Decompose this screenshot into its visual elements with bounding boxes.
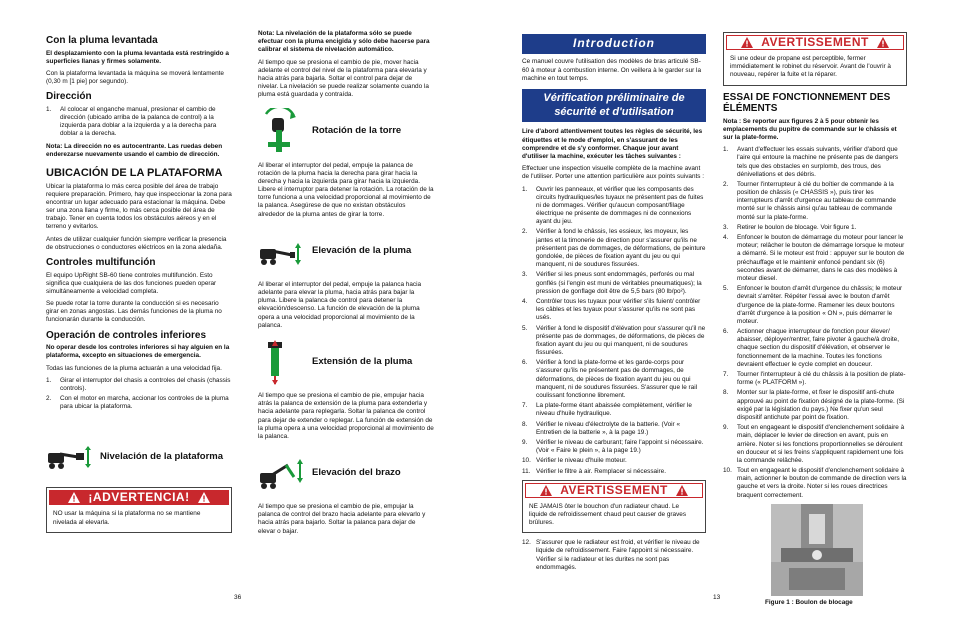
location-text-1: Ubicar la plataforma lo más cerca posible del área de trabajo requiere preparación. Primero, hay que inspeccionar la zona para encontrar un lugar adecuado para estacionar la máquina. Debe ser una zona llana y firme, lo más cerca posible del área de trabajo. Tener en cuenta todos los obstáculos aéreos y en el terreno y evitarlos. [46, 182, 232, 231]
turret-rotation-text: Al liberar el interruptor del pedal, empuje la palanca de rotación de la pluma hacia la derecha para girar hacia la derecha y hacia la izquierda para girar hacia la izquierda. Libere el interruptor para detener la rotación. La rotación de la torre funciona a una velocidad proporcional al movimiento de la palanca. Asegúrese de que no existan obstáculos alrededor de la pluma antes de girar la torre. [258, 161, 434, 218]
list-item-number: 5. [522, 324, 528, 332]
list-item [522, 271, 706, 296]
list-item-number: 7. [723, 371, 729, 378]
list-item-text: Retirer le boulon de blocage. Voir figure 1. [737, 223, 857, 231]
list-item-number: 10. [723, 467, 732, 475]
list-item-number: 8. [723, 389, 729, 397]
platform-level-icon [46, 433, 94, 481]
warning-triangle-icon [68, 492, 80, 503]
list-item-number: 3. [522, 271, 528, 279]
heading-steering: Dirección [46, 91, 92, 103]
warning-bar [726, 35, 904, 50]
list-item-text: Vérifier à fond la plate-forme et les garde-corps pour s'assurer qu'ils ne présentent pas de dommages, de déformations, de pièces de fixation ayant du jeu ou qui manquent, ni de soudures fissurées. S'assurer que le rail coulissant fonctionne librement. [536, 359, 698, 400]
list-item [522, 421, 706, 437]
warning-title: AVERTISSEMENT [761, 34, 869, 49]
platform-level-function [46, 433, 232, 481]
warning-text: NE JAMAIS ôter le bouchon d'un radiateur chaud. Le liquide de refroidissement chaud peut causer de graves brûlures. [529, 502, 687, 527]
leveling-note: Nota: La nivelación de la plataforma sólo se puede efectuar con la pluma encigida y sólo debe hacerse para calibrar el sistema de nivelación automático. [258, 30, 430, 54]
verification-banner: Vérification préliminaire de sécurité et d'utilisation [522, 89, 706, 123]
arm-lift-icon [258, 449, 306, 497]
list-item-text: Vérifier si les pneus sont endommagés, perforés ou mal gonflés (si l'engin est muni de véritables pneumatiques); la pression de gonflage doit être de 5,5 bars (80 lb/po²). [536, 271, 702, 295]
warning-bar [49, 490, 229, 505]
list-item [522, 298, 706, 323]
platform-level-label: Nivelación de la plataforma [100, 451, 224, 463]
list-item [522, 359, 706, 400]
verification-list-continued [522, 539, 706, 572]
warning-title: AVERTISSEMENT [560, 482, 668, 497]
warning-box-radiator [522, 480, 706, 534]
list-item-number: 1. [723, 146, 729, 154]
list-item [723, 424, 907, 465]
list-item-text: S'assurer que le radiateur est froid, et vérifier le niveau de liquide de refroidissement. Faire l'appoint si nécessaire. Vérifier si le radiateur et les durites ne sont pas endommagés. [536, 539, 700, 571]
intro-text: Ce manuel couvre l'utilisation des modèles de bras articulé SB-60 à moteur à combustion interne. On veillera à le garder sur la machine en tout temps. [522, 58, 702, 82]
boom-extend-label: Extensión de la pluma [312, 355, 413, 367]
list-item [723, 467, 907, 500]
list-item-text: Vérifier à fond le dispositif d'élévation pour s'assurer qu'il ne présente pas de dommages, de déformations, de pièces de fixation ayant du jeu ou qui manquent, ni de soudures fissurées. [536, 324, 706, 357]
list-item-text: Vérifier le niveau de carburant; faire l'appoint si nécessaire. (Voir « Faire le plein », à la page 19.) [536, 438, 704, 455]
list-item-text: Monter sur la plate-forme, et fixer le dispositif anti-chute approuvé au point de fixation désigné de la plate-forme. (Si exigé par la législation du pays.) Ne fixer qu'un seul dispositif antichute par point de fixation. [737, 389, 905, 421]
list-item [723, 181, 907, 222]
warning-box-es [46, 487, 232, 532]
boom-lift-icon [258, 227, 306, 275]
multifunction-text-1: El equipo UpRight SB-60 tiene controles multifunción. Esto significa que cualquiera de las dos funciones pueden operar simultáneamente a velocidad completa. [46, 271, 217, 295]
function-test-note: Nota : Se reporter aux figures 2 à 5 pour obtenir les emplacements du pupitre de commande sur le châssis et sur la plate-forme. [723, 117, 897, 141]
lower-controls-warning-text: No operar desde los controles inferiores si hay alguien en la plataforma, excepto en situaciones de emergencia. [46, 344, 230, 360]
lower-controls-list [46, 377, 232, 412]
list-item-number: 11. [522, 467, 531, 475]
list-item [723, 371, 907, 387]
list-item-number: 6. [723, 328, 729, 336]
heading-multifunction: Controles multifunción [46, 257, 156, 269]
list-item-number: 9. [723, 424, 729, 432]
list-item-text: Vérifier le filtre à air. Remplacer si nécessaire. [536, 467, 666, 475]
heading-lower-controls: Operación de controles inferiores [46, 329, 207, 341]
warning-box-propane [723, 32, 907, 86]
warning-title: ¡ADVERTENCIA! [88, 490, 190, 505]
steering-note: Nota: La dirección no es autocentrante. Las ruedas deben enderezarse nuevamente usando el cambio de dirección. [46, 142, 223, 158]
list-item-text: Vérifier le niveau d'électrolyte de la batterie. (Voir « Entretien de la batterie », à la page 19.) [536, 420, 681, 436]
list-item-number: 4. [723, 234, 729, 241]
arm-lift-text: Al tiempo que se presiona el cambio de pie, empujar la palanca de control del brazo hacia adelante para elevarlo y hacia atrás para bajarlo. Soltar la palanca para dejar de elevar o bajar. [258, 503, 426, 535]
list-item-text: Actionner chaque interrupteur de fonction pour élever/ abaisser, déployer/rentrer, faire pivoter à gauche/à droite, chaque section du dispositif d'élévation, et observer le fonctionnement de la machine. Toutes les fonctions devraient effectuer le cycle complet en douceur. [737, 328, 899, 368]
intro-banner: Introduction [522, 34, 706, 54]
verification-text: Effectuer une inspection visuelle complète de la machine avant de l'utiliser. Porter une attention particulière aux points suivants : [522, 165, 705, 181]
turret-rotation-icon [258, 108, 306, 156]
lower-controls-text: Todas las funciones de la pluma actuarán a una velocidad fija. [46, 364, 222, 372]
warning-bar [525, 483, 703, 498]
list-item-text: Tout en engageant le dispositif d'enclenchement solidaire à main, déplacer le levier de direction en avant, puis en arrière. Noter si les fonctions proportionnelles se déroulent en douceur et si les freins s'appliquent rapidement une fois la commande relâchée. [737, 424, 905, 464]
list-item-text: Tourner l'interrupteur à clé du boîtier de commande à la position de châssis (« CHASSIS »), puis tirer les interrupteurs d'arrêt d'urgence au tableau de commande monté sur le châssis ainsi qu'au tableau de commande monté sur la plate-forme. [737, 180, 897, 221]
arm-lift-label: Elevación del brazo [312, 466, 401, 478]
function-test-list [723, 146, 907, 500]
lifted-speed-text: Con la plataforma levantada la máquina se moverá lentamente (0,30 m [1 pie] por segundo). [46, 69, 224, 86]
boom-lift-function [258, 227, 434, 275]
list-item: 2. Con el motor en marcha, accionar los controles de la pluma para ubicar la plataforma. [46, 395, 229, 411]
list-item-number: 4. [522, 297, 528, 305]
warning-triangle-icon [877, 37, 889, 48]
arm-lift-function [258, 449, 434, 497]
list-item-text: Vérifier le niveau d'huile moteur. [536, 457, 627, 465]
page-number-left: 36 [234, 594, 242, 601]
boom-extend-text: Al tiempo que se presiona el cambio de pie, empujar hacia atrás la palanca de extensión de la pluma para extenderla y hacia adelante para replegarla. Soltar la palanca de control para dejar de extender o replegar. La función de extensión de la pluma opera a una velocidad proporcional al movimiento de la palanca. [258, 391, 434, 440]
list-item-number: 2. [522, 228, 528, 236]
list-item-number: 5. [723, 285, 729, 293]
list-item: 1. Girar el interruptor del chasis a controles del chasis (chassis controls). [46, 376, 231, 392]
lock-bolt-image [771, 504, 863, 596]
verification-list [522, 186, 706, 476]
warning-triangle-icon [676, 485, 688, 496]
steering-list [46, 106, 232, 139]
page-number-right: 13 [713, 594, 721, 601]
list-item [522, 228, 706, 269]
list-item-number: 12. [522, 539, 531, 547]
list-item-text: La plate-forme étant abaissée complètement, vérifier le niveau d'huile hydraulique. [536, 402, 692, 418]
list-item-number: 9. [522, 438, 528, 446]
column-french-right [723, 30, 907, 607]
multifunction-text-2: Se puede rotar la torre durante la conducción si es necesario girar en zonas angostas. Las demás funciones de la pluma no funcionarán durante la conducción. [46, 300, 222, 324]
list-item [522, 325, 706, 358]
list-item-text: Avant d'effectuer les essais suivants, vérifier d'abord que l'aire qui entoure la machine ne présente pas de dangers tels que des obstacles en surplomb, des trous, des dénivellations et des débris. [737, 146, 899, 178]
list-item [723, 146, 907, 179]
list-item [522, 439, 706, 455]
lifted-restriction-text: El desplazamiento con la pluma levantada está restringido a superficies llanas y firmes solamente. [46, 49, 229, 65]
warning-triangle-icon [198, 492, 210, 503]
list-item [723, 389, 907, 422]
list-item-number: 2. [723, 180, 729, 188]
list-item: 1. Al colocar el enganche manual, presionar el cambio de dirección (ubicado arriba de la palanca de control) a la izquierda para doblar a la izquierda y a la derecha para doblar a la derecha. [46, 105, 217, 138]
column-spanish-left [46, 30, 232, 539]
list-item [723, 328, 907, 369]
figure-caption: Figure 1 : Boulon de blocage [765, 598, 853, 606]
warning-triangle-icon [540, 485, 552, 496]
warning-text: NO usar la máquina si la plataforma no se mantiene nivelada al elevarla. [53, 510, 201, 526]
list-item-number: 6. [522, 359, 528, 367]
list-item-text: Tourner l'interrupteur à clé du châssis à la position de plate-forme (« PLATFORM »). [737, 371, 906, 387]
leveling-text: Al tiempo que se presiona el cambio de pie, mover hacia adelante el control del nivel de la plataforma para elevarla y hacia atrás para bajarla. Soltar el control para dejar de nivelar. La nivelación se puede realizar solamente cuando la pluma está guardada y contraída. [258, 58, 429, 99]
warning-triangle-icon [741, 37, 753, 48]
list-item [522, 457, 706, 465]
heading-platform-location: UBICACIÓN DE LA PLATAFORMA [46, 166, 223, 179]
lock-bolt-photo [771, 504, 863, 596]
boom-lift-text: Al liberar el interruptor del pedal, empuje la palanca hacia adelante para elevar la pluma, hacia atrás para bajar la pluma. Libere la palanca de control para detener la elevación/descenso. La función de elevación de la pluma opera a una velocidad proporcional al movimiento de la palanca. [258, 280, 422, 329]
heading-lifted-boom: Con la pluma levantada [46, 35, 158, 46]
list-item-text: Vérifier à fond le châssis, les essieux, les moyeux, les jantes et la timonerie de direction pour s'assurer qu'ils ne présentent pas de dommages, de déformations, de peinture gondolée, de pièces de fixation ayant du jeu ou qui manquent, ni de soudures fissurées. [536, 228, 706, 269]
list-item [723, 224, 907, 232]
turret-rotation-label: Rotación de la torre [312, 125, 402, 137]
list-item-number: 8. [522, 420, 528, 428]
column-spanish-right [258, 30, 434, 540]
boom-extend-icon [258, 338, 306, 386]
verification-bold-text: Lire d'abord attentivement toutes les règles de sécurité, les étiquettes et le mode d'emploi, en s'assurant de les comprendre et de s'y conformer. Chaque jour avant d'utiliser la machine, exécuter les tâches suivantes : [522, 128, 703, 160]
column-french-left [522, 30, 706, 576]
list-item-number: 7. [522, 402, 528, 410]
location-text-2: Antes de utilizar cualquier función siempre verificar la presencia de obstrucciones o conductores eléctricos en la zona aledaña. [46, 235, 227, 251]
boom-lift-label: Elevación de la pluma [312, 244, 412, 256]
turret-rotation-function [258, 108, 434, 156]
list-item-text: Contrôler tous les tuyaux pour vérifier s'ils fuient/ contrôler les câbles et les tuyaux pour s'assurer qu'ils ne sont pas usés. [536, 297, 701, 322]
list-item [522, 539, 706, 572]
warning-text: Si une odeur de propane est perceptible, fermer immédiatement le robinet du réservoir. Avant de l'ouvrir à nouveau, repérer la fuite et la réparer. [730, 55, 891, 79]
list-item [522, 186, 706, 227]
list-item-text: Ouvrir les panneaux, et vérifier que les composants des circuits hydrauliques/les tuyaux ne présentent pas de fuites ni de dommages. Vérifier qu'aucun composant/filage électrique ne présente de dommages ni de connexions ayant du jeu. [536, 185, 704, 226]
list-item [522, 468, 706, 476]
heading-function-test: ESSAI DE FONCTIONNEMENT DES ÉLÉMENTS [723, 91, 891, 115]
list-item-text: Tout en engageant le dispositif d'enclenchement solidaire à main, actionner le bouton de commande de direction vers la gauche et vers la droite. Noter si les roues directrices braquent correctement. [737, 467, 907, 499]
list-item-number: 10. [522, 457, 531, 465]
boom-extend-function [258, 338, 434, 386]
list-item [723, 285, 907, 326]
list-item-number: 1. [522, 185, 528, 193]
list-item [723, 234, 907, 283]
list-item-number: 3. [723, 223, 729, 231]
list-item-text: Enfoncer le bouton de démarrage du moteur pour lancer le moteur; relâcher le bouton de démarrage lorsque le moteur a démarré. Si le moteur est froid : appuyer sur le bouton de préchauffage et le maintenir enfoncé pendant six (6) secondes avant de démarrer, dans le cas des modèles à moteur diesel. [737, 234, 905, 282]
list-item [522, 402, 706, 418]
list-item-text: Enfoncer le bouton d'arrêt d'urgence du châssis; le moteur devrait s'arrêter. Répéter l'essai avec le bouton d'arrêt d'urgence de la plate-forme. Ramener les deux boutons d'arrêt d'urgence à la position « ON », puis démarrer le moteur. [737, 285, 903, 325]
